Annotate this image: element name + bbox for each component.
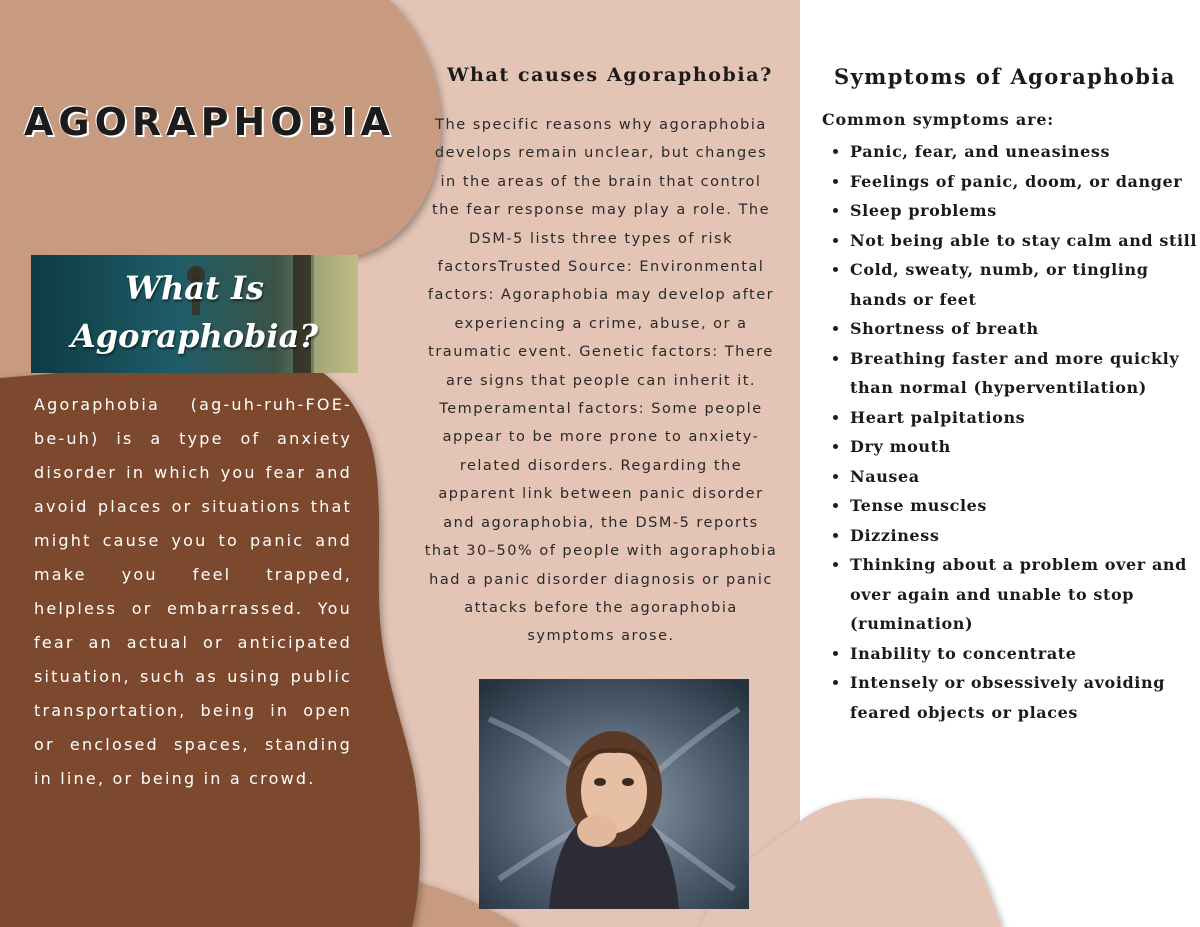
list-item: • Tense muscles: [850, 491, 1200, 521]
causes-paragraph: The specific reasons why agoraphobia develops remain unclear, but changes in the areas of the brain that control the fear response may play a role. The DSM-5 lists three types of risk factorsTrusted Source: Environmental factors: Agoraphobia may develop after experiencing a crime, abuse, or a traumatic event. Genetic factors: There are signs that people can inherit it. Temperamental factors: Some people appear to be more prone to anxiety-related disorders. Regarding the apparent link between panic disorder and agoraphobia, the DSM-5 reports that 30–50% of people with agoraphobia had a panic disorder diagnosis or panic attacks before the agoraphobia symptoms arose.: [424, 117, 778, 645]
list-item: • Dry mouth: [850, 432, 1200, 462]
brochure-title: AGORAPHOBIA: [24, 100, 396, 144]
banner-line-2: Agoraphobia?: [70, 317, 319, 355]
list-item: • Thinking about a problem over and over again and unable to stop (rumination): [850, 550, 1200, 639]
list-item: • Sleep problems: [850, 196, 1200, 226]
banner-line-1: What Is: [125, 269, 264, 307]
what-is-agoraphobia-banner: [31, 255, 358, 373]
list-item: • Cold, sweaty, numb, or tingling hands or feet: [850, 255, 1200, 314]
photo-illustration: [479, 679, 749, 909]
symptoms-heading: Symptoms of Agoraphobia: [834, 64, 1176, 89]
list-item: • Heart palpitations: [850, 403, 1200, 433]
list-item: • Inability to concentrate: [850, 639, 1200, 669]
anxious-woman-photo: [479, 679, 749, 909]
symptoms-intro: Common symptoms are:: [822, 110, 1055, 129]
list-item: • Panic, fear, and uneasiness: [850, 137, 1200, 167]
definition-paragraph: Agoraphobia (ag-uh-ruh-FOE-be-uh) is a type of anxiety disorder in which you fear and avoid places or situations that might cause you to panic and make you feel trapped, helpless or embarrassed. You fear an actual or anticipated situation, such as using public transportation, being in open or enclosed spaces, standing in line, or being in a crowd.: [34, 395, 352, 788]
list-item: • Shortness of breath: [850, 314, 1200, 344]
list-item: • Not being able to stay calm and still: [850, 226, 1200, 256]
list-item: • Nausea: [850, 462, 1200, 492]
symptoms-list: [822, 137, 1200, 727]
list-item: • Breathing faster and more quickly than normal (hyperventilation): [850, 344, 1200, 403]
list-item: • Feelings of panic, doom, or danger: [850, 167, 1200, 197]
list-item: • Intensely or obsessively avoiding feared objects or places: [850, 668, 1200, 727]
causes-heading: What causes Agoraphobia?: [447, 64, 773, 86]
list-item: • Dizziness: [850, 521, 1200, 551]
